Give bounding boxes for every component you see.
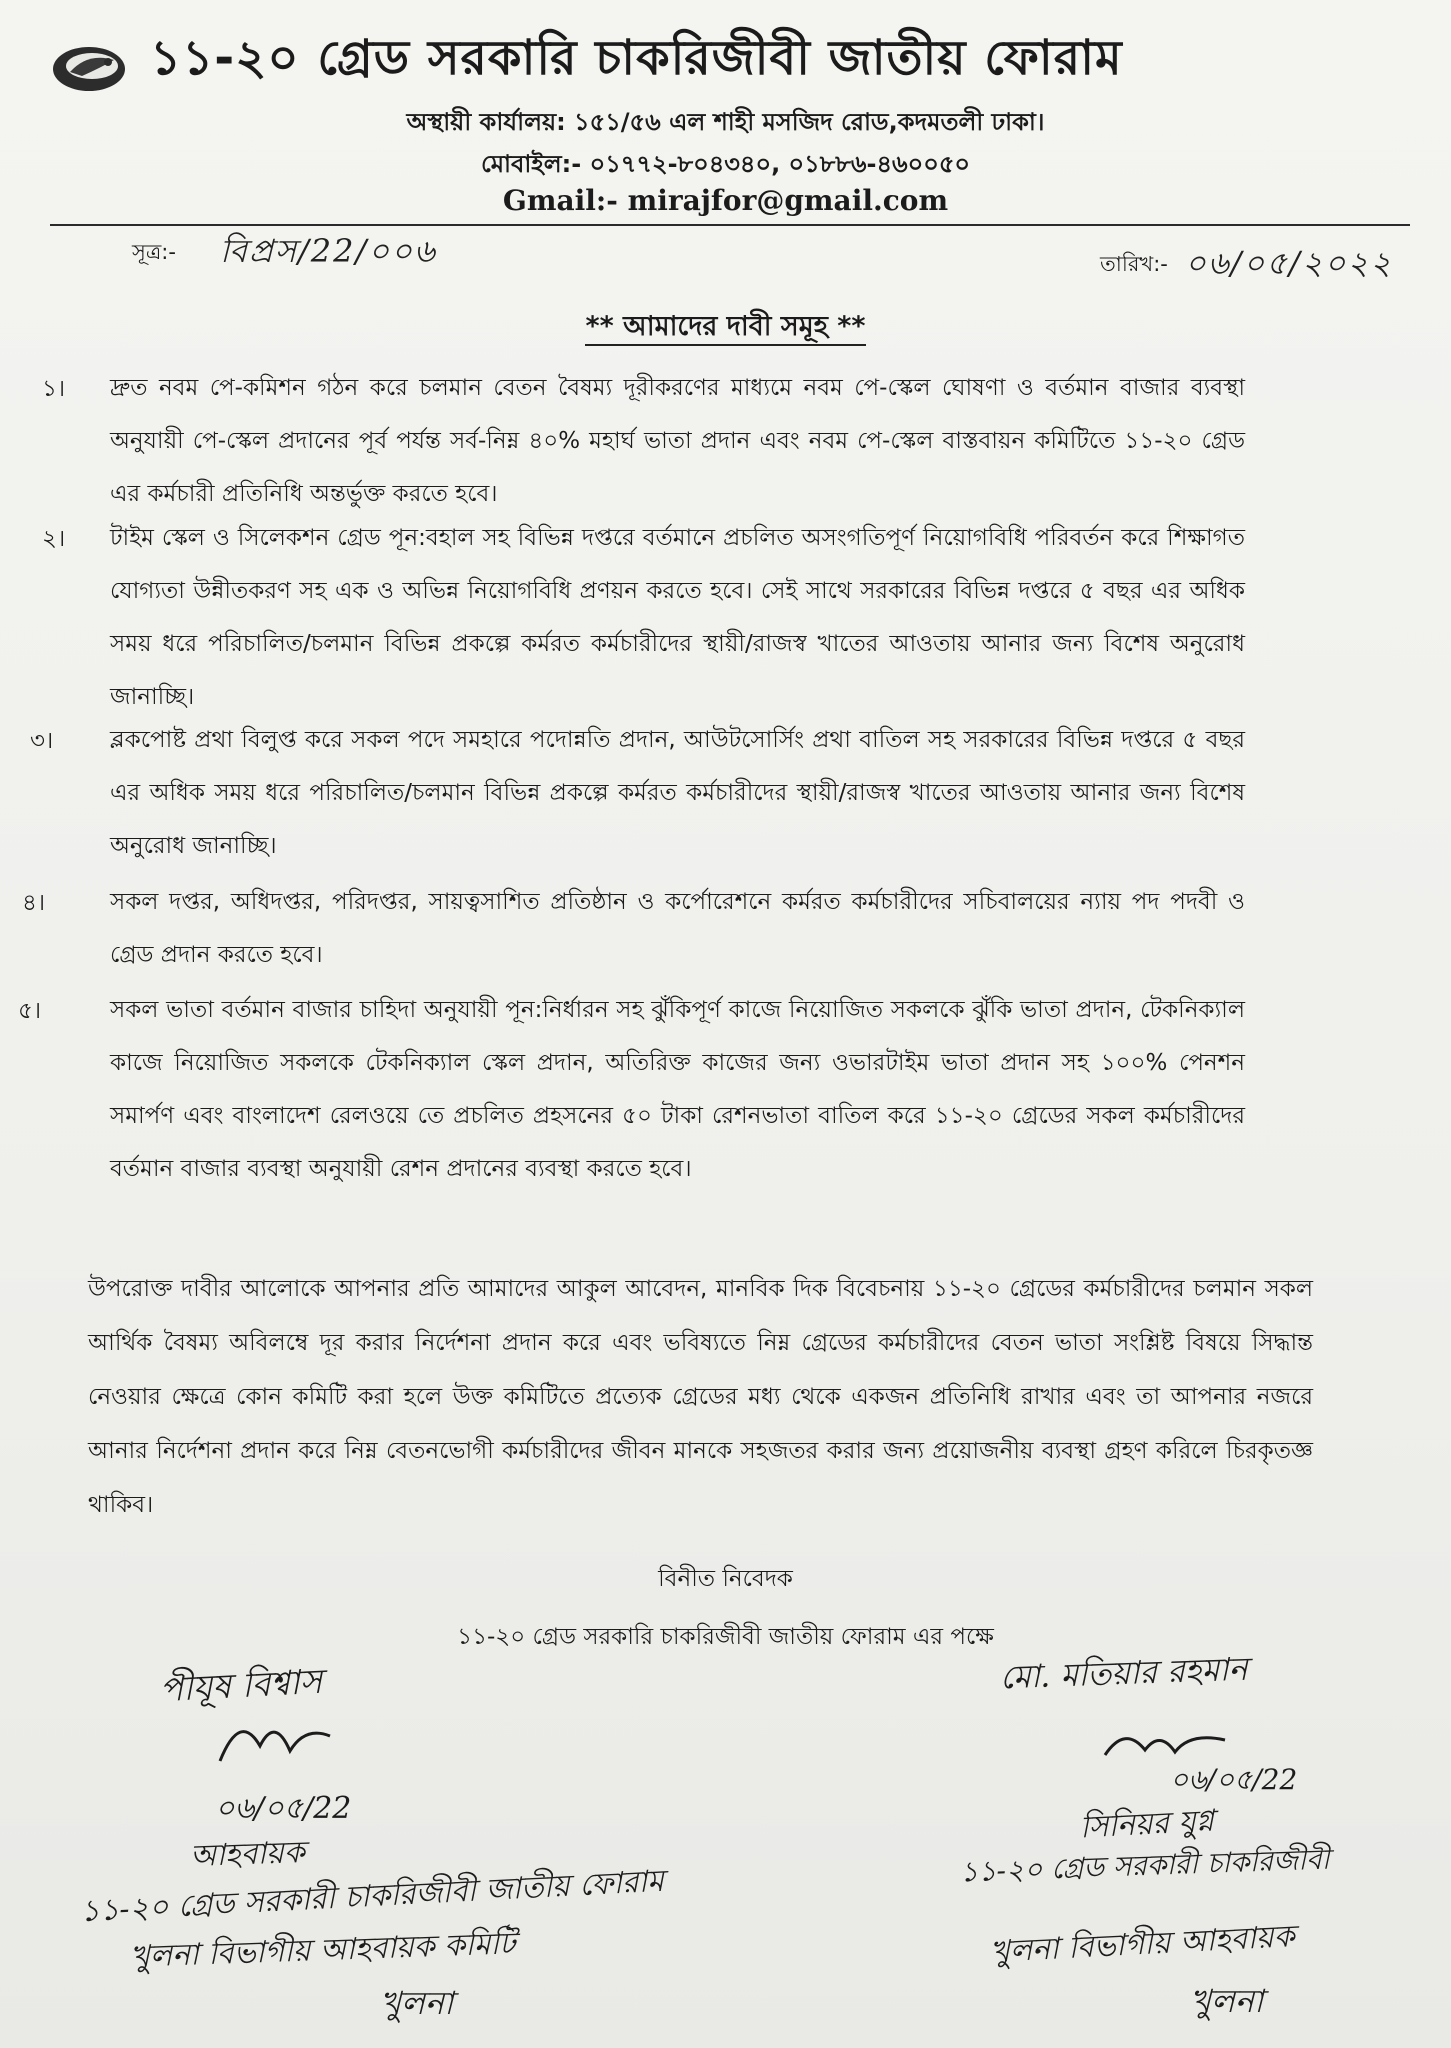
date-label: তারিখ:- bbox=[1100, 252, 1168, 276]
mobile-numbers: মোবাইল:- ০১৭৭২-৮০৪৩৪০, ০১৮৮৬-৪৬০০৫০ bbox=[480, 150, 971, 178]
demand-number: ৩। bbox=[30, 728, 54, 754]
left-signature-role: আহবায়ক bbox=[189, 1835, 306, 1874]
demands-heading-text: ** আমাদের দাবী সমূহ ** bbox=[585, 311, 865, 346]
gmail-address: Gmail:- mirajfor@gmail.com bbox=[502, 184, 949, 217]
reference-label: সূত্র:- bbox=[132, 240, 176, 264]
right-signature-date: ০৬/০৫/22 bbox=[1170, 1763, 1298, 1796]
right-signature-org: ১১-২০ গ্রেড সরকারী চাকরিজীবী bbox=[959, 1842, 1331, 1889]
right-signature-place: খুলনা bbox=[1190, 1982, 1264, 2020]
demand-number: ১। bbox=[42, 376, 66, 402]
organization-emblem-icon bbox=[48, 38, 130, 96]
office-address: অস্থায়ী কার্যালয়: ১৫১/৫৬ এল শাহী মসজিদ রোড,কদমতলী ঢাকা। bbox=[406, 108, 1045, 136]
on-behalf-line: ১১-২০ গ্রেড সরকারি চাকরিজীবী জাতীয় ফোরাম এর পক্ষে bbox=[457, 1624, 994, 1650]
yours-sincerely: বিনীত নিবেদক bbox=[658, 1566, 793, 1592]
closing-paragraph: উপরোক্ত দাবীর আলোকে আপনার প্রতি আমাদের আকুল আবেদন, মানবিক দিক বিবেচনায় ১১-২০ গ্রেডের কর্মচারীদের চলমান সকল আর্থিক বৈষম্য অবিলম্বে দূর করার নির্দেশনা প্রদান করে এবং ভবিষ্যতে নিম্ন গ্রেডের কর্মচারীদের বেতন ভাতা সংশ্লিষ্ট বিষয়ে সিদ্ধান্ত নেওয়ার ক্ষেত্রে কোন কমিটি করা হলে উক্ত কমিটিতে প্রত্যেক গ্রেডের মধ্য থেকে একজন প্রতিনিধি রাখার এবং তা আপনার নজরে আনার নির্দেশনা প্রদান করে নিম্ন বেতনভোগী কর্মচারীদের জীবন মানকে সহজতর করার জন্য প্রয়োজনীয় ব্যবস্থা গ্রহণ করিলে চিরকৃতজ্ঞ থাকিব। bbox=[88, 1276, 1313, 1518]
left-signature-org: ১১-২০ গ্রেড সরকারী চাকরিজীবী জাতীয় ফোরাম bbox=[79, 1863, 665, 1930]
right-signature-name: মো. মতিয়ার রহমান bbox=[999, 1649, 1249, 1697]
reference-number: বিপ্রস/22/০০৬ bbox=[220, 232, 437, 270]
demand-number: ৪। bbox=[22, 890, 46, 916]
demand-number: ৫। bbox=[18, 998, 42, 1024]
left-signature-committee: খুলনা বিভাগীয় আহবায়ক কমিটি bbox=[129, 1926, 516, 1975]
right-signature-role: সিনিয়র যুগ্ন bbox=[1079, 1803, 1215, 1846]
demand-text: টাইম স্কেল ও সিলেকশন গ্রেড পূন:বহাল সহ বিভিন্ন দপ্তরে বর্তমানে প্রচলিত অসংগতিপূর্ণ নিয়োগবিধি পরিবর্তন করে শিক্ষাগত যোগ্যতা উন্নীতকরণ সহ এক ও অভিন্ন নিয়োগবিধি প্রণয়ন করতে হবে। সেই সাথে সরকারের বিভিন্ন দপ্তরে ৫ বছর এর অধিক সময় ধরে পরিচালিত/চলমান বিভিন্ন প্রকল্পে কর্মরত কর্মচারীদের স্থায়ী/রাজস্ব খাতের আওতায় আনার জন্য বিশেষ অনুরোধ জানাচ্ছি। bbox=[110, 525, 1245, 710]
demands-heading bbox=[0, 306, 1451, 351]
right-signature-committee: খুলনা বিভাগীয় আহবায়ক bbox=[989, 1919, 1296, 1970]
organization-title: ১১-২০ গ্রেড সরকারি চাকরিজীবী জাতীয় ফোরাম bbox=[150, 30, 1123, 86]
left-signature-place: খুলনা bbox=[380, 1984, 454, 2022]
left-signature-date: ০৬/০৫/22 bbox=[215, 1791, 352, 1826]
demand-text: সকল ভাতা বর্তমান বাজার চাহিদা অনুযায়ী পূন:নির্ধারন সহ ঝুঁকিপূর্ণ কাজে নিয়োজিত সকলকে ঝুঁকি ভাতা প্রদান, টেকনিক্যাল কাজে নিয়োজিত সকলকে টেকনিক্যাল স্কেল প্রদান, অতিরিক্ত কাজের জন্য ওভারটাইম ভাতা প্রদান সহ ১০০% পেনশন সমার্পণ এবং বাংলাদেশ রেলওয়ে তে প্রচলিত প্রহসনের ৫০ টাকা রেশনভাতা বাতিল করে ১১-২০ গ্রেডের সকল কর্মচারীদের বর্তমান বাজার ব্যবস্থা অনুযায়ী রেশন প্রদানের ব্যবস্থা করতে হবে। bbox=[110, 997, 1245, 1182]
demand-text: দ্রুত নবম পে-কমিশন গঠন করে চলমান বেতন বৈষম্য দূরীকরণের মাধ্যমে নবম পে-স্কেল ঘোষণা ও বর্তমান বাজার ব্যবস্থা অনুযায়ী পে-স্কেল প্রদানের পূর্ব পর্যন্ত সর্ব-নিম্ন ৪০% মহার্ঘ ভাতা প্রদান এবং নবম পে-স্কেল বাস্তবায়ন কমিটিতে ১১-২০ গ্রেড এর কর্মচারী প্রতিনিধি অন্তর্ভুক্ত করতে হবে। bbox=[110, 375, 1245, 507]
left-signature-name: পীযূষ বিশ্বাস bbox=[158, 1661, 324, 1711]
left-signature-scrawl bbox=[210, 1706, 340, 1776]
demand-number: ২। bbox=[42, 526, 66, 552]
demand-text: সকল দপ্তর, অধিদপ্তর, পরিদপ্তর, সায়ত্বসাশিত প্রতিষ্ঠান ও কর্পোরেশনে কর্মরত কর্মচারীদের সচিবালয়ের ন্যায় পদ পদবী ও গ্রেড প্রদান করতে হবে। bbox=[110, 889, 1245, 968]
demand-text: ব্লকপোষ্ট প্রথা বিলুপ্ত করে সকল পদে সমহারে পদোন্নতি প্রদান, আউটসোর্সিং প্রথা বাতিল সহ সরকারের বিভিন্ন দপ্তরে ৫ বছর এর অধিক সময় ধরে পরিচালিত/চলমান বিভিন্ন প্রকল্পে কর্মরত কর্মচারীদের স্থায়ী/রাজস্ব খাতের আওতায় আনার জন্য বিশেষ অনুরোধ জানাচ্ছি। bbox=[110, 727, 1245, 859]
date-value: ০৬/০৫/২০২২ bbox=[1185, 244, 1393, 282]
